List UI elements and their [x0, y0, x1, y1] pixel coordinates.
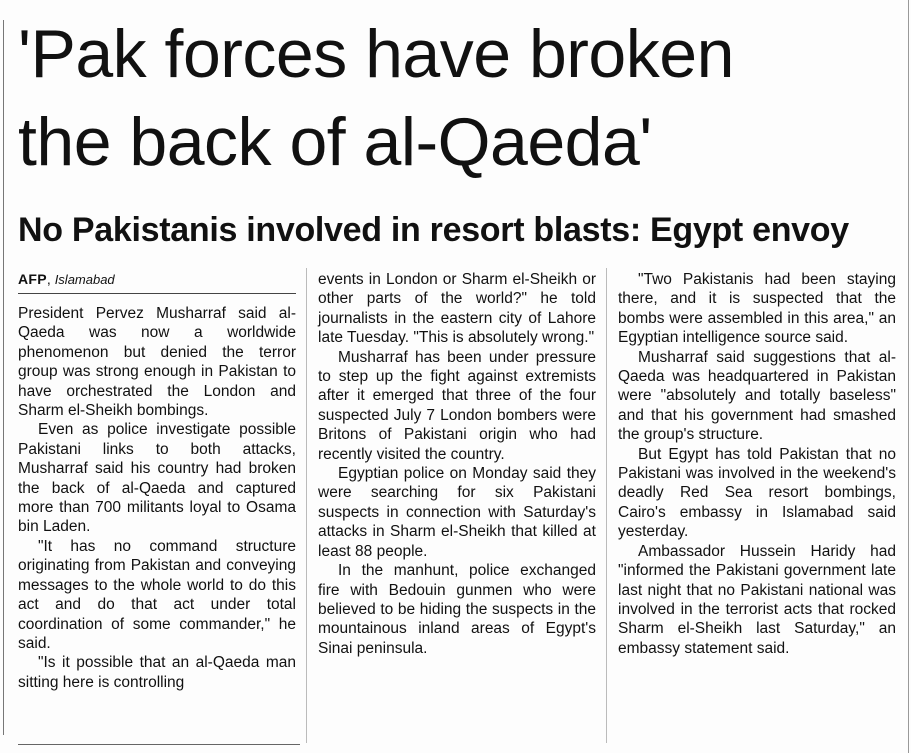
right-border-rule — [908, 0, 909, 753]
article-column-2 — [318, 270, 596, 658]
byline: AFP, Islamabad — [18, 270, 296, 294]
paragraph: In the manhunt, police exchanged fire with Bedouin gunmen who were believed to be hiding the suspects in the mountainous inland areas of Egypt's Sinai peninsula. — [318, 562, 596, 657]
article-column-1 — [18, 270, 296, 692]
paragraph: But Egypt has told Pakistan that no Pakistani was involved in the weekend's deadly Red Sea resort bombings, Cairo's embassy in Islamabad said yesterday. — [618, 445, 896, 541]
subheadline: No Pakistanis involved in resort blasts: Egypt envoy — [18, 211, 849, 249]
bottom-rule — [18, 744, 300, 745]
article-column-3 — [618, 270, 896, 658]
headline — [18, 10, 898, 186]
byline-agency: AFP — [18, 271, 47, 287]
byline-location: Islamabad — [54, 272, 115, 287]
column-divider — [306, 268, 307, 743]
paragraph: Even as police investigate possible Pakistani links to both attacks, Musharraf said his country had broken the back of al-Qaeda and captured more than 700 militants loyal to Osama bin Laden. — [18, 421, 296, 536]
left-border-rule — [3, 20, 4, 735]
column-divider — [606, 268, 607, 743]
headline-line-1: 'Pak forces have broken — [18, 16, 734, 92]
paragraph: Musharraf said suggestions that al-Qaeda was headquartered in Pakistan were "absolutely and totally baseless" and that his government had smashed the group's structure. — [618, 348, 896, 444]
paragraph: "Is it possible that an al-Qaeda man sitting here is controlling — [18, 654, 296, 691]
paragraph: President Pervez Musharraf said al-Qaeda was now a worldwide phenomenon but denied the terror group was strong enough in Pakistan to have orchestrated the London and Sharm el-Sheikh bombings. — [18, 305, 296, 420]
paragraph: Egyptian police on Monday said they were searching for six Pakistani suspects in connection with Saturday's attacks in Sharm el-Sheikh that killed at least 88 people. — [318, 465, 596, 560]
paragraph: events in London or Sharm el-Sheikh or other parts of the world?" he told journalists in the eastern city of Lahore late Tuesday. "This is absolutely wrong." — [318, 271, 596, 347]
headline-line-2: the back of al-Qaeda' — [18, 104, 652, 180]
paragraph: "It has no command structure originating from Pakistan and conveying messages to the whole world to do this act and do that act under total coordination of some commander," he said. — [18, 537, 296, 652]
paragraph: Musharraf has been under pressure to step up the fight against extremists after it emerged that three of the four suspected July 7 London bombers were Britons of Pakistani origin who had recently visited the country. — [318, 348, 596, 463]
paragraph: "Two Pakistanis had been staying there, and it is suspected that the bombs were assembled in this area," an Egyptian intelligence source said. — [618, 271, 896, 347]
paragraph: Ambassador Hussein Haridy had "informed the Pakistani government late last night that no Pakistani national was involved in the terrorist acts that rocked Sharm el-Sheikh last Saturday," an embassy statement said. — [618, 542, 896, 657]
